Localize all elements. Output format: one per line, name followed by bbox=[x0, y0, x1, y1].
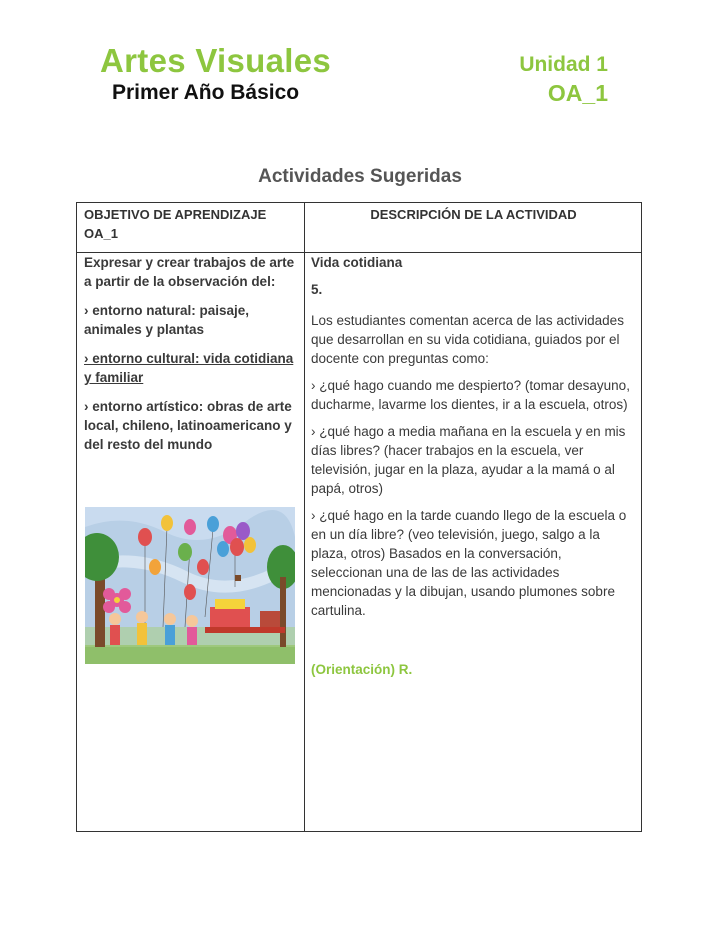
objective-item-cultural: › entorno cultural: vida cotidiana y familiar bbox=[84, 351, 294, 385]
page-subtitle: Primer Año Básico bbox=[112, 81, 300, 104]
activity-orientation: (Orientación) R. bbox=[311, 662, 413, 677]
activity-question-3: › ¿qué hago en la tarde cuando llego de la escuela o en un día libre? (veo televisión, juego, salgo a la plaza, otros) Basados en la conversación, seleccionan una de las de las actividades mencionadas y la dibujan, usando plumones sobre cartulina. bbox=[311, 508, 627, 618]
objective-item-natural: › entorno natural: paisaje, animales y plantas bbox=[84, 303, 250, 337]
table-header-description: DESCRIPCIÓN DE LA ACTIVIDAD bbox=[370, 207, 577, 222]
activity-intro: Los estudiantes comentan acerca de las actividades que desarrollan en su vida cotidiana, guiados por el docente con preguntas como: bbox=[311, 313, 624, 366]
unit-label: Unidad 1 bbox=[519, 53, 608, 76]
column-divider bbox=[304, 203, 305, 831]
activity-question-2: › ¿qué hago a media mañana en la escuela y en mis días libres? (hacer trabajos en la escuela, ver televisión, jugar en la plaza, ayudar a la mamá o al papá, otros) bbox=[311, 424, 626, 496]
table-header-objective: OBJETIVO DE APRENDIZAJE OA_1 bbox=[84, 207, 267, 241]
activity-question-1: › ¿qué hago cuando me despierto? (tomar desayuno, ducharme, lavarme los dientes, ir a la escuela, otros) bbox=[311, 378, 630, 412]
section-title: Actividades Sugeridas bbox=[258, 166, 462, 187]
activity-heading: Vida cotidiana bbox=[311, 255, 403, 270]
page-title: Artes Visuales bbox=[100, 42, 332, 79]
activity-column bbox=[311, 253, 636, 687]
objective-intro: Expresar y crear trabajos de arte a partir de la observación del: bbox=[84, 255, 295, 289]
child-drawing-illustration bbox=[85, 507, 295, 664]
objective-column bbox=[84, 253, 299, 464]
oa-label: OA_1 bbox=[547, 80, 608, 106]
activity-number: 5. bbox=[311, 282, 323, 297]
objective-item-artistic: › entorno artístico: obras de arte local, chileno, latinoamericano y del resto del mundo bbox=[84, 399, 292, 452]
